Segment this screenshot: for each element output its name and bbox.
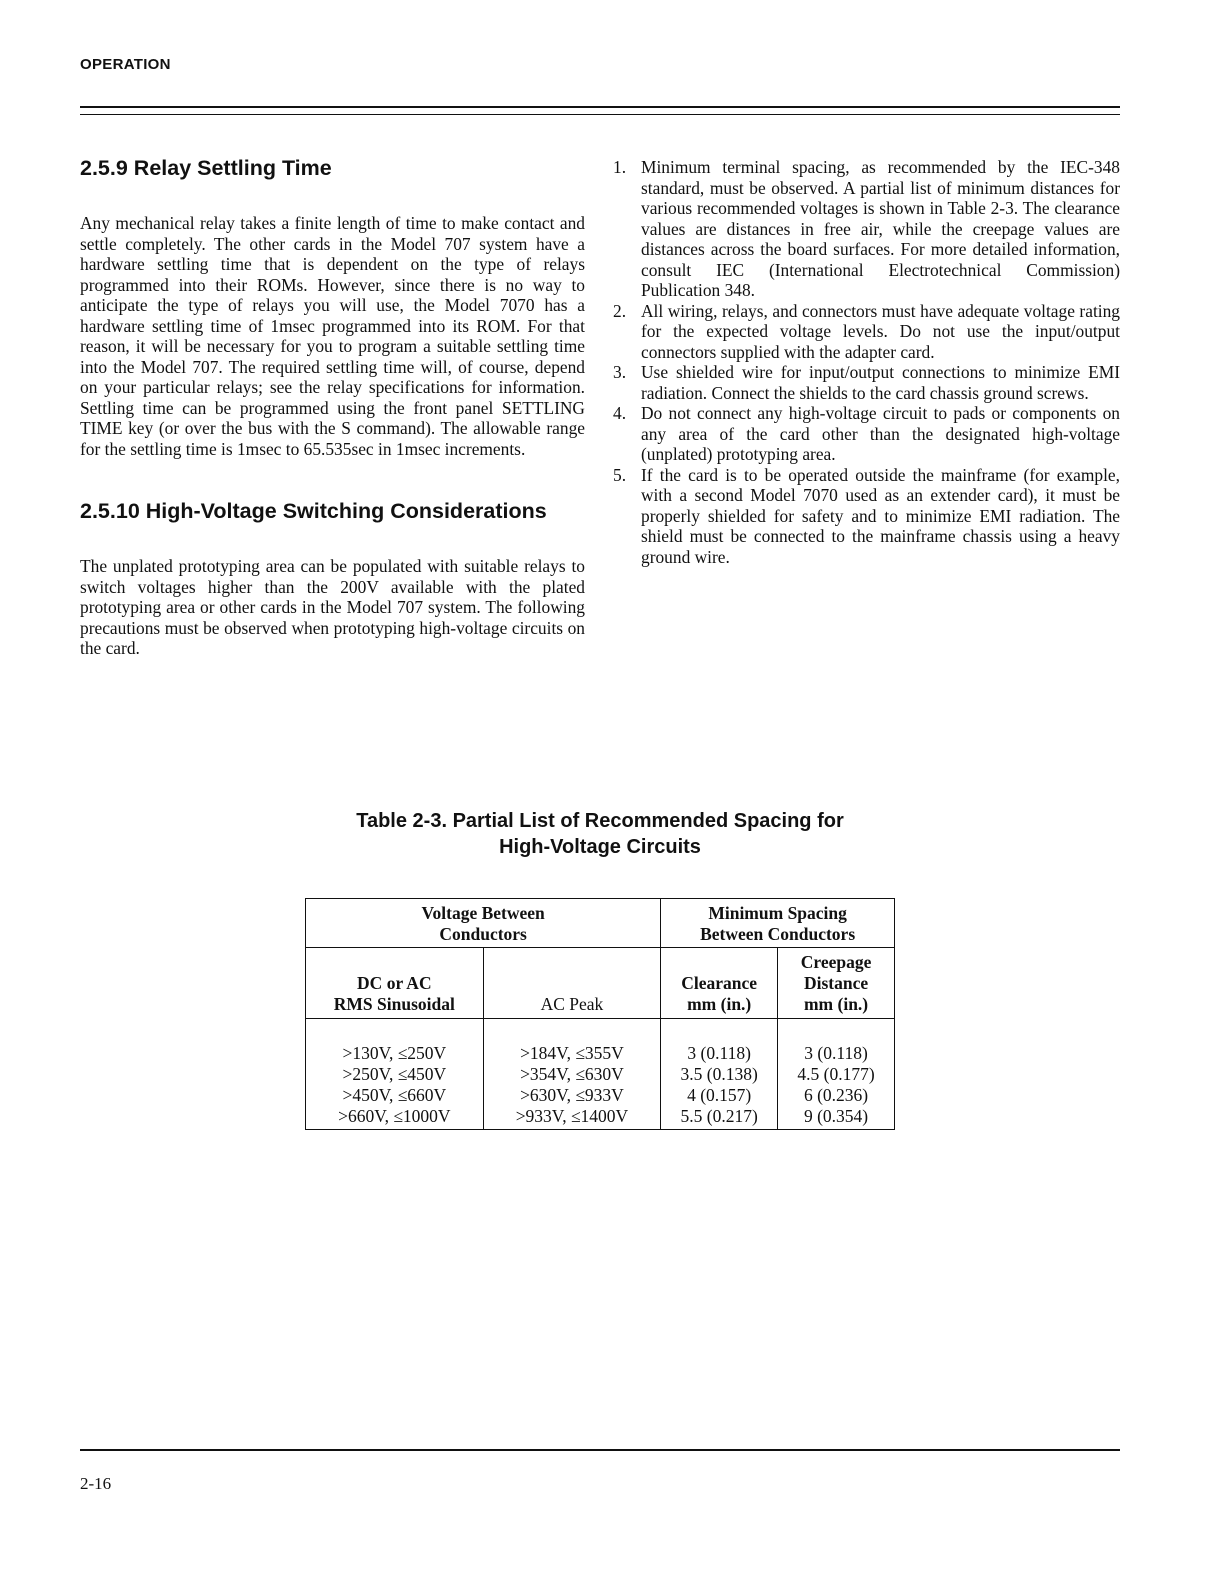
high-voltage-paragraph: The unplated prototyping area can be populated with suitable relays to switch voltages higher than the 200V available with the plated prototyping area or other cards in the Model 707 system. The following precautions must be observed when prototyping high-voltage circuits on the card. [80,556,585,658]
header-rule-thin [80,114,1120,115]
header-text: AC Peak [540,994,604,1014]
header-minimum-spacing [661,899,895,948]
cell-creepage: 9 (0.354) [778,1106,895,1130]
header-text: Distance [803,973,869,993]
cell-clearance: 4 (0.157) [661,1085,778,1106]
header-rule [80,106,1120,108]
cell-rms: >660V, ≤1000V [306,1106,484,1130]
list-item-number: 1. [613,157,627,177]
header-rms-sinusoidal [306,948,484,1019]
table-caption-line: High-Voltage Circuits [499,836,701,858]
relay-settling-paragraph: Any mechanical relay takes a finite length of time to make contact and settle completely. The other cards in the Model 707 system have a hardware settling time that is dependent on the type of relays programmed into their ROMs. However, since there is no way to anticipate the type of relays you will use, the Model 7070 has a hardware settling time of 1msec programmed into its ROM. For that reason, it will be necessary for you to program a suitable settling time into the Model 707. The required settling time will, of course, depend on your particular relays; see the relay specifications for information. Settling time can be programmed using the front panel SETTLING TIME key (or over the bus with the S command). The allowable range for the settling time is 1msec to 65.535sec in 1msec increments. [80,213,585,459]
header-voltage-between-conductors [306,899,661,948]
header-text: RMS Sinusoidal [333,994,455,1014]
cell-rms: >130V, ≤250V [306,1019,484,1065]
cell-rms: >450V, ≤660V [306,1085,484,1106]
cell-rms: >250V, ≤450V [306,1064,484,1085]
list-item [613,403,1120,465]
table-row [306,1106,895,1130]
footer-rule [80,1449,1120,1451]
cell-peak: >184V, ≤355V [483,1019,661,1065]
list-item [613,301,1120,363]
table-column-header-row [306,948,895,1019]
list-item-number: 4. [613,403,627,423]
list-item-number: 2. [613,300,627,321]
list-item-text: Use shielded wire for input/output connections to minimize EMI radiation. Connect the shields to the card chassis ground screws. [641,362,1120,403]
table-caption-line: Table 2-3. Partial List of Recommended Spacing for [356,810,844,832]
header-text: Conductors [439,924,527,944]
list-item-text: All wiring, relays, and connectors must have adequate voltage rating for the expected voltage levels. Do not use the input/output connectors supplied with the adapter card. [641,300,1120,362]
header-ac-peak [483,948,661,1019]
cell-peak: >630V, ≤933V [483,1085,661,1106]
table-row [306,1064,895,1085]
table-row [306,1019,895,1065]
list-item-text: If the card is to be operated outside the mainframe (for example, with a second Model 7070 used as an extender card), it must be properly shielded for safety and to minimize EMI radiation. The shield must be connected to the mainframe chassis using a heavy ground wire. [641,464,1120,567]
table-caption [280,808,920,860]
header-text: Clearance [681,973,758,993]
header-text: Creepage [800,952,872,972]
cell-clearance: 3 (0.118) [661,1019,778,1065]
section-heading-relay-settling: 2.5.9 Relay Settling Time [80,156,332,180]
section-header: OPERATION [80,56,171,73]
list-item [613,362,1120,403]
page-number: 2-16 [80,1474,112,1493]
cell-clearance: 3.5 (0.138) [661,1064,778,1085]
right-column [613,157,1120,567]
list-item-number: 3. [613,362,627,382]
list-item [613,465,1120,568]
list-item-number: 5. [613,464,627,485]
header-text: Between Conductors [700,924,856,944]
list-item-text: Minimum terminal spacing, as recommended by the IEC-348 standard, must be observed. A partial list of minimum distances for various recommended voltages is shown in Table 2-3. The clearance values are distances in free air, while the creepage values are distances across the board surfaces. For more detailed information, consult IEC (International Electrotechnical Commission) Publication 348. [641,157,1120,300]
list-item [613,157,1120,301]
cell-creepage: 4.5 (0.177) [778,1064,895,1085]
cell-creepage: 3 (0.118) [778,1019,895,1065]
header-text: Voltage Between [421,903,545,923]
header-text: Minimum Spacing [708,903,847,923]
header-text: DC or AC [357,973,432,993]
cell-peak: >354V, ≤630V [483,1064,661,1085]
header-text: mm (in.) [803,994,869,1014]
cell-creepage: 6 (0.236) [778,1085,895,1106]
precautions-list [613,157,1120,567]
table-row [306,1085,895,1106]
list-item-text: Do not connect any high-voltage circuit to pads or components on any area of the card other than the designated high-voltage (unplated) prototyping area. [641,403,1120,464]
spacing-table [305,898,895,1130]
header-clearance [661,948,778,1019]
left-column [80,152,585,659]
section-heading-high-voltage: 2.5.10 High-Voltage Switching Considerations [80,499,547,523]
cell-clearance: 5.5 (0.217) [661,1106,778,1130]
header-creepage-distance [778,948,895,1019]
table-group-header-row [306,899,895,948]
header-text: mm (in.) [687,994,752,1014]
cell-peak: >933V, ≤1400V [483,1106,661,1130]
